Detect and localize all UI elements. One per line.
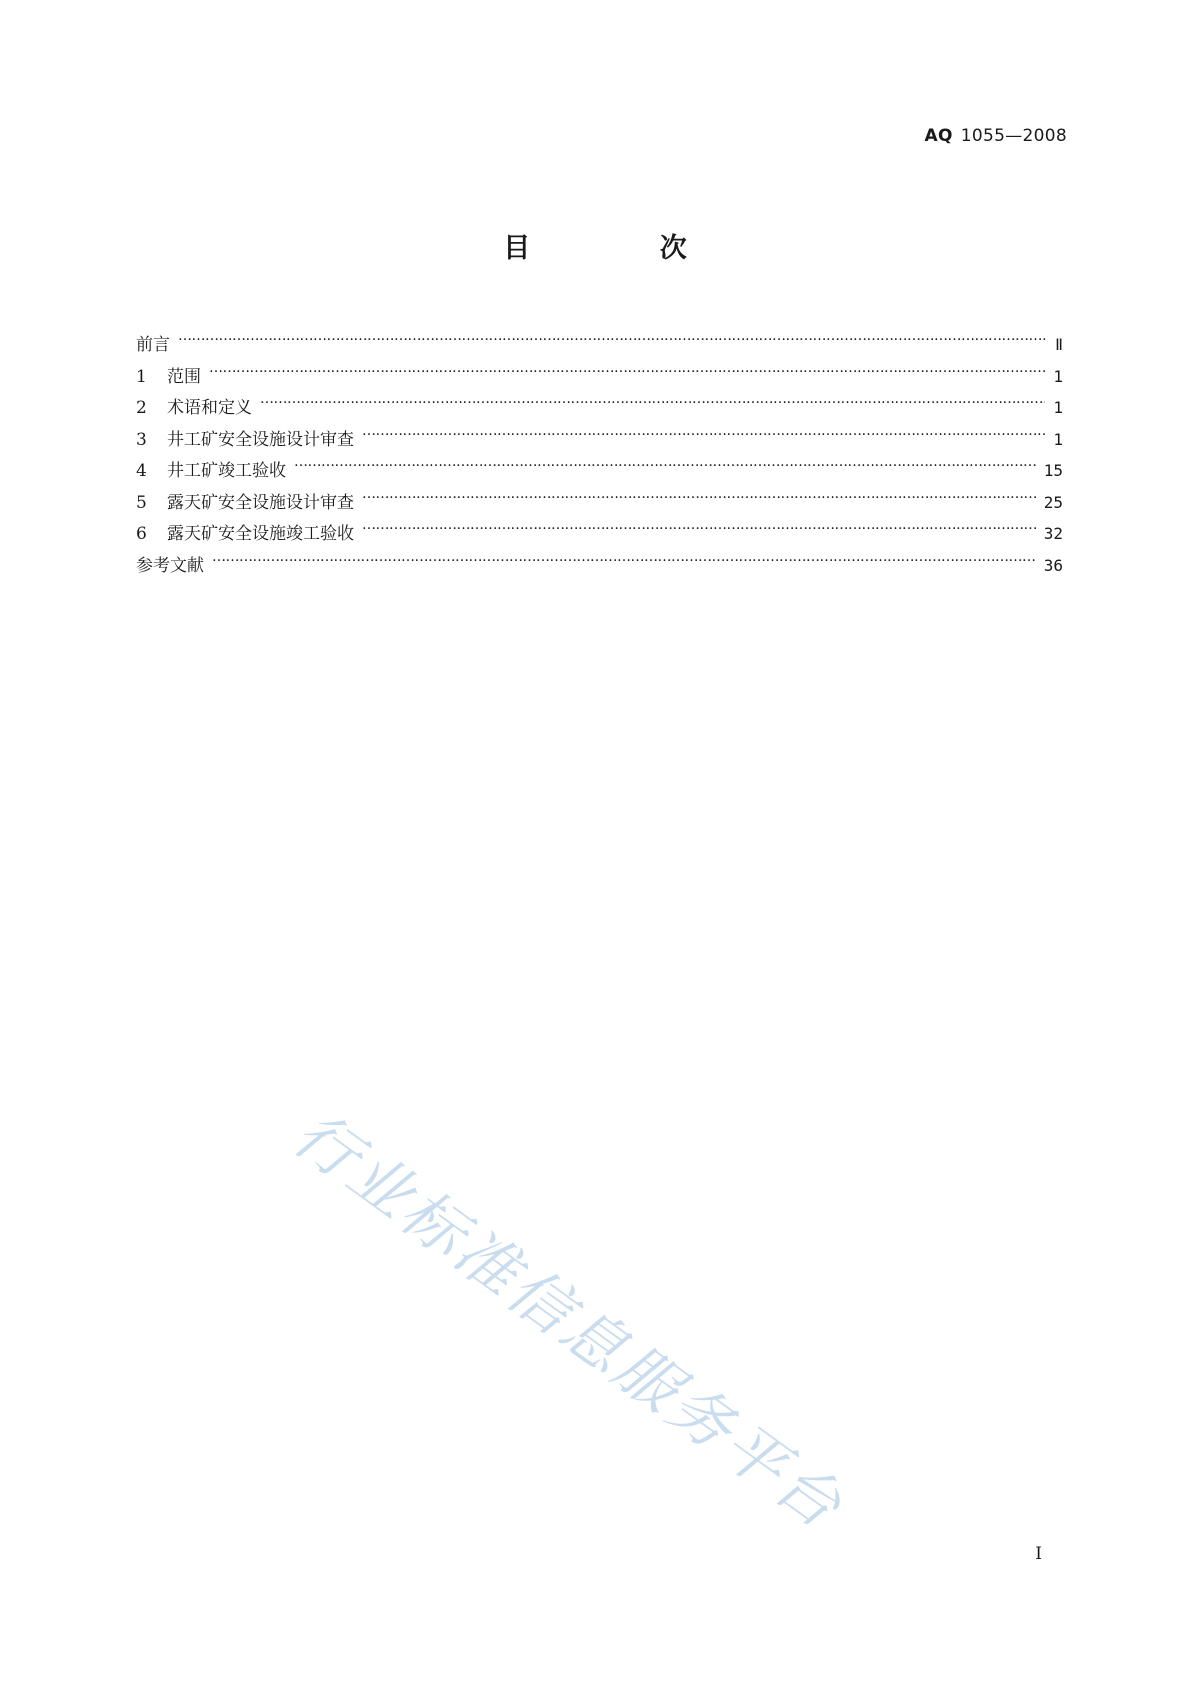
toc-entry-page: 25 (1043, 492, 1063, 512)
toc-entry-label: 井工矿安全设施设计审查 (167, 429, 354, 450)
toc-entry-label: 露天矿安全设施设计审查 (167, 492, 354, 513)
dot-leader (212, 549, 1036, 571)
dot-leader (260, 391, 1045, 413)
toc-entry-terms[interactable] (136, 391, 1063, 423)
dot-leader (294, 454, 1036, 476)
watermark: 行业标准信息服务平台 (280, 1097, 858, 1545)
dot-leader (362, 423, 1045, 445)
page-number: I (1035, 1544, 1042, 1564)
toc-entry-foreword[interactable] (136, 328, 1063, 360)
toc-entry-page: 1 (1053, 398, 1063, 417)
dot-leader (209, 360, 1045, 382)
toc-entry-references[interactable] (136, 549, 1063, 581)
toc-entry-number: 6 (136, 524, 147, 544)
toc-entry-underground-design[interactable] (136, 423, 1063, 455)
toc-entry-number: 3 (136, 429, 147, 450)
dot-leader (178, 328, 1047, 350)
toc-entry-label: 术语和定义 (167, 398, 252, 418)
toc-entry-label: 范围 (167, 366, 201, 387)
toc-entry-page: 1 (1053, 366, 1063, 386)
toc-entry-page: 1 (1053, 429, 1063, 449)
table-of-contents (136, 328, 1063, 580)
toc-entry-number: 5 (136, 492, 147, 513)
toc-entry-label: 露天矿安全设施竣工验收 (167, 524, 354, 544)
toc-entry-page: 32 (1043, 524, 1063, 543)
toc-entry-page: 15 (1043, 461, 1063, 480)
toc-entry-label: 参考文献 (136, 555, 204, 576)
toc-entry-page: 36 (1043, 555, 1063, 575)
toc-entry-underground-acceptance[interactable] (136, 454, 1063, 486)
toc-entry-page: Ⅱ (1055, 335, 1063, 354)
toc-entry-label: 井工矿竣工验收 (167, 461, 286, 481)
dot-leader (362, 517, 1036, 539)
toc-title: 目 次 (503, 233, 747, 264)
standard-code (925, 126, 1067, 146)
toc-entry-scope[interactable] (136, 360, 1063, 392)
standard-number: 1055—2008 (960, 126, 1067, 146)
toc-entry-number: 1 (136, 366, 147, 387)
toc-entry-number: 4 (136, 461, 147, 481)
toc-entry-openpit-acceptance[interactable] (136, 517, 1063, 549)
standard-prefix: AQ (924, 126, 953, 146)
toc-entry-label: 前言 (136, 335, 170, 355)
dot-leader (362, 486, 1036, 508)
toc-entry-number: 2 (136, 398, 147, 418)
toc-entry-openpit-design[interactable] (136, 486, 1063, 518)
